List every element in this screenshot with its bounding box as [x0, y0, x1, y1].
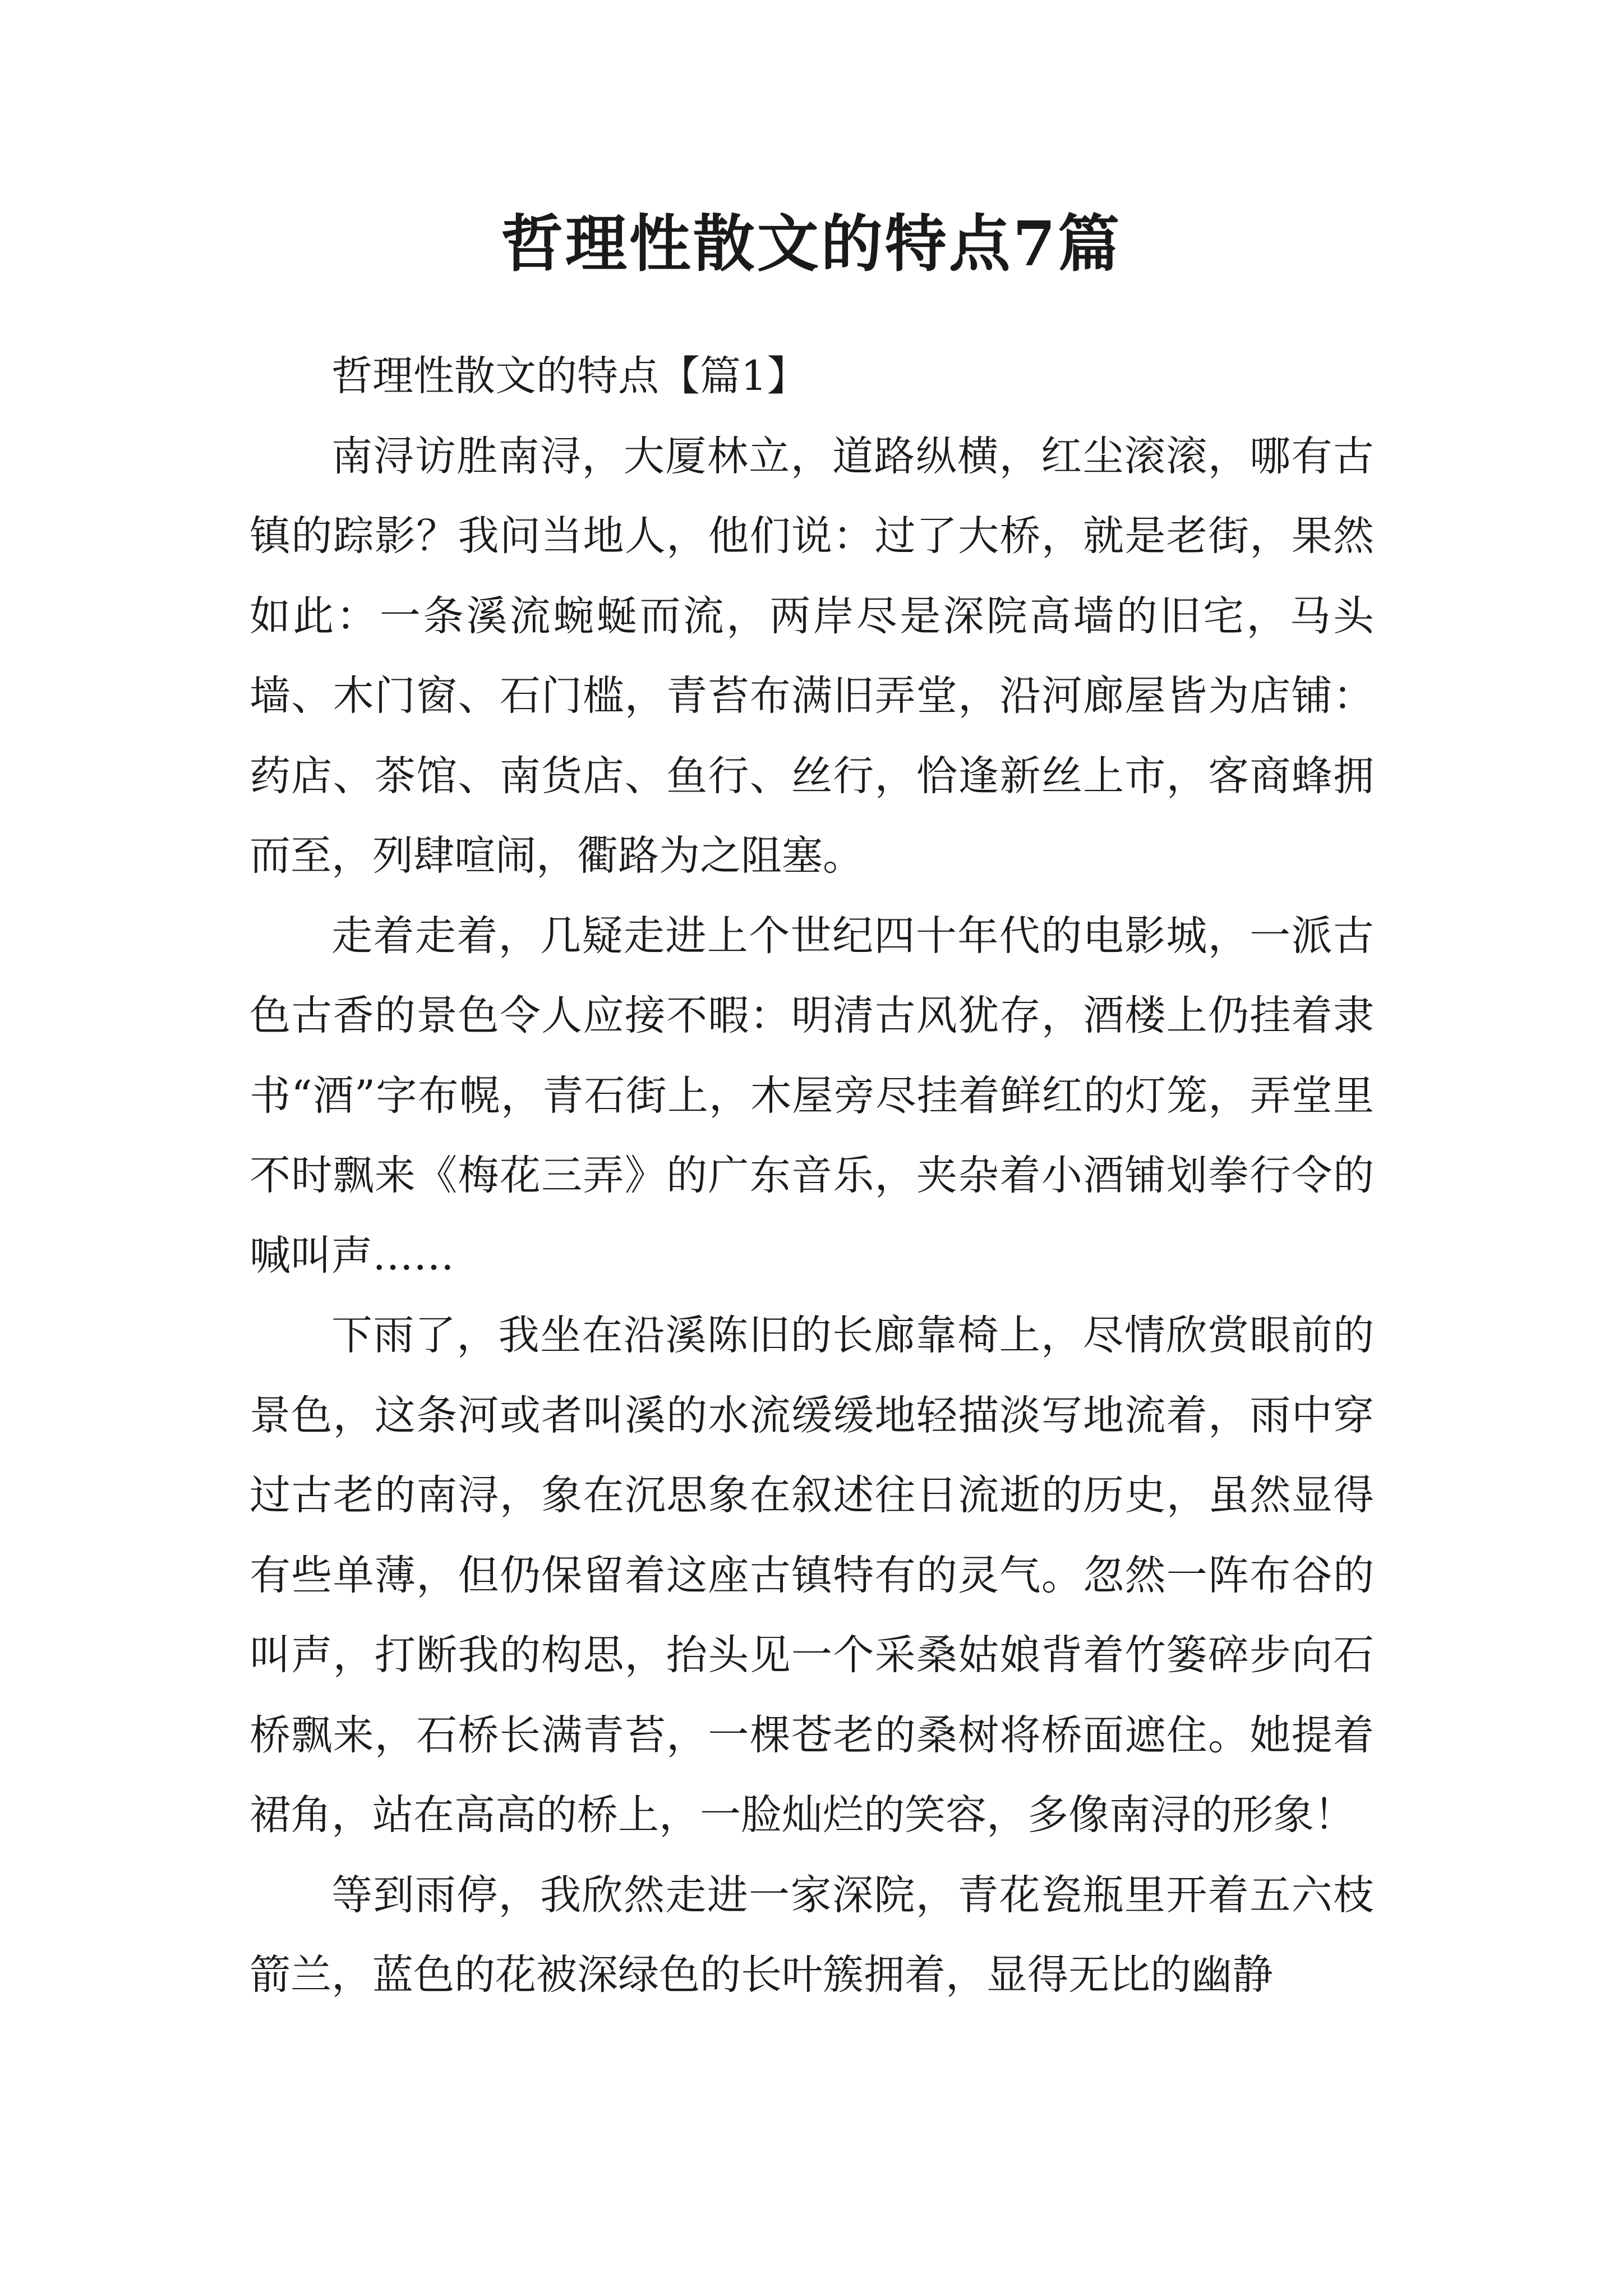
document-title: 哲理性散文的特点7篇 [501, 208, 1122, 280]
paragraph: 南浔访胜南浔，大厦林立，道路纵横，红尘滚滚，哪有古镇的踪影？我问当地人，他们说：过了大桥，就是老街，果然如此：一条溪流蜿蜒而流，两岸尽是深院高墙的旧宅，马头墙、木门窗、石门槛，青苔布满旧弄堂，沿河廊屋皆为店铺：药店、茶馆、南货店、鱼行、丝行，恰逢新丝上市，客商蜂拥而至，列肆喧闹，衢路为之阻塞。 [250, 432, 1374, 880]
document-body [250, 337, 1374, 2016]
paragraph: 走着走着，几疑走进上个世纪四十年代的电影城，一派古色古香的景色令人应接不暇：明清古风犹存，酒楼上仍挂着隶书“酒”字布幌，青石街上，木屋旁尽挂着鲜红的灯笼，弄堂里不时飘来《梅花三弄》的广东音乐，夹杂着小酒铺划拳行令的喊叫声…… [250, 912, 1374, 1280]
section-heading: 哲理性散文的特点【篇1】 [331, 352, 808, 400]
paragraph: 下雨了，我坐在沿溪陈旧的长廊靠椅上，尽情欣赏眼前的景色，这条河或者叫溪的水流缓缓地轻描淡写地流着，雨中穿过古老的南浔，象在沉思象在叙述往日流逝的历史，虽然显得有些单薄，但仍保留着这座古镇特有的灵气。忽然一阵布谷的叫声，打断我的构思，抬头见一个采桑姑娘背着竹篓碎步向石桥飘来，石桥长满青苔，一棵苍老的桑树将桥面遮住。她提着裙角，站在高高的桥上，一脸灿烂的笑容，多像南浔的形象！ [250, 1312, 1374, 1839]
paragraph: 等到雨停，我欣然走进一家深院，青花瓷瓶里开着五六枝箭兰，蓝色的花被深绿色的长叶簇拥着，显得无比的幽静 [250, 1871, 1374, 1999]
